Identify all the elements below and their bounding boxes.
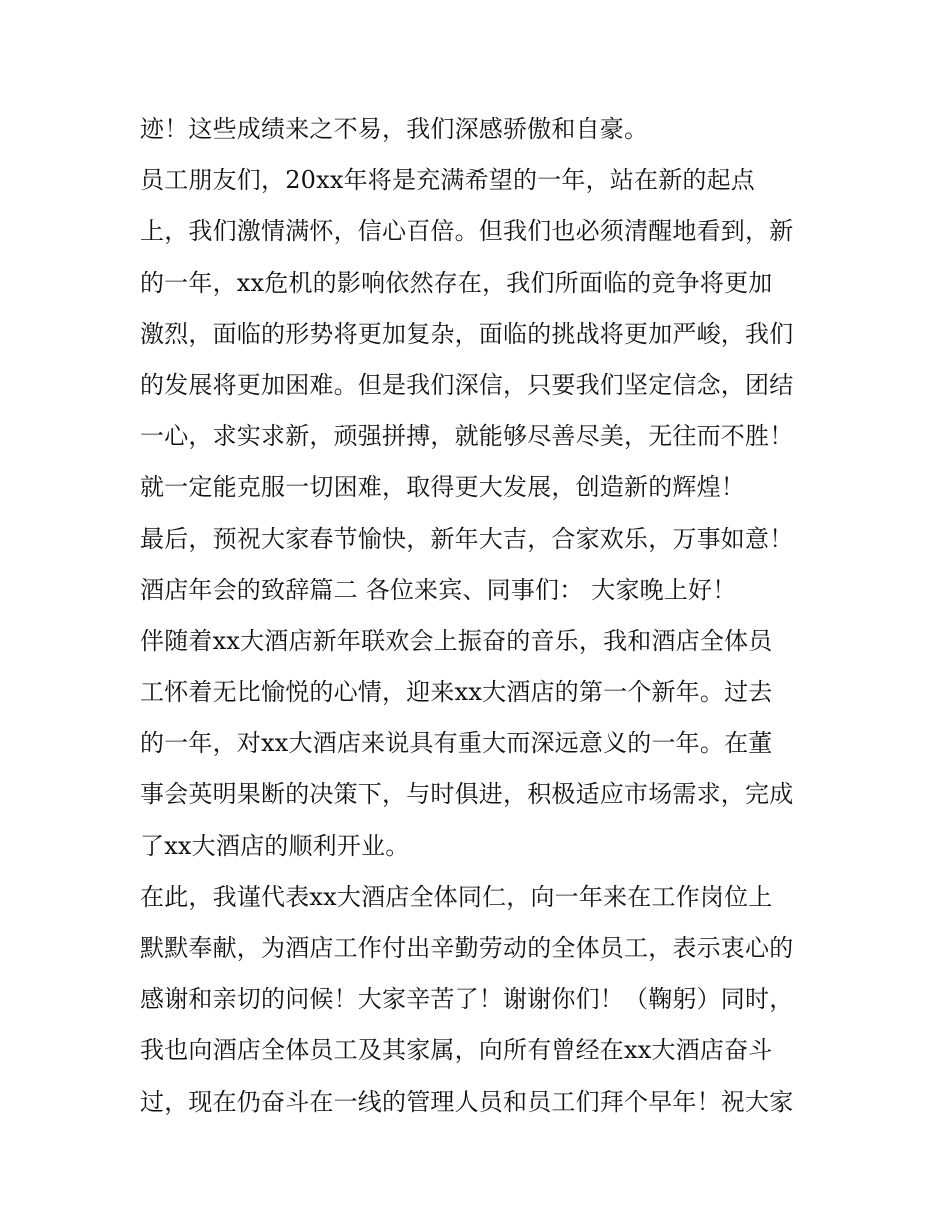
text-line-12: 工怀着无比愉悦的心情，迎来xx大酒店的第一个新年。过去 [140, 678, 773, 707]
text-line-1: 迹！这些成绩来之不易，我们深感骄傲和自豪。 [140, 115, 649, 143]
text-line-17: 默默奉献，为酒店工作付出辛勤劳动的全体员工，表示衷心的 [140, 934, 794, 962]
text-line-9: 最后，预祝大家春节愉快，新年大吉，合家欢乐，万事如意！ [140, 524, 794, 553]
text-line-5: 激烈，面临的形势将更加复杂，面临的挑战将更加严峻，我们 [140, 319, 794, 348]
text-line-19: 我也向酒店全体员工及其家属，向所有曾经在xx大酒店奋斗 [140, 1036, 773, 1065]
text-line-4: 的一年，xx危机的影响依然存在，我们所面临的竞争将更加 [140, 268, 773, 297]
text-line-2: 员工朋友们，20xx年将是充满希望的一年，站在新的起点 [140, 166, 756, 195]
text-line-20: 过，现在仍奋斗在一线的管理人员和员工们拜个早年！祝大家 [140, 1087, 794, 1116]
text-line-10: 酒店年会的致辞篇二 各位来宾、同事们： 大家晚上好！ [140, 575, 737, 604]
text-line-14: 事会英明果断的决策下，与时俱进，积极适应市场需求，完成 [140, 780, 794, 809]
text-line-18: 感谢和亲切的问候！大家辛苦了！谢谢你们！（鞠躬）同时， [140, 985, 794, 1014]
text-line-7: 一心，求实求新，顽强拼搏，就能够尽善尽美，无往而不胜！ [140, 422, 794, 451]
text-line-3: 上，我们激情满怀，信心百倍。但我们也必须清醒地看到，新 [140, 217, 794, 246]
text-line-13: 的一年，对xx大酒店来说具有重大而深远意义的一年。在董 [140, 729, 773, 758]
text-line-11: 伴随着xx大酒店新年联欢会上振奋的音乐，我和酒店全体员 [140, 626, 773, 655]
text-line-16: 在此，我谨代表xx大酒店全体同仁，向一年来在工作岗位上 [140, 882, 773, 911]
text-line-15: 了xx大酒店的顺利开业。 [140, 831, 410, 860]
text-line-8: 就一定能克服一切困难，取得更大发展，创造新的辉煌！ [140, 473, 745, 502]
speech-text-block [140, 104, 820, 1128]
text-line-6: 的发展将更加困难。但是我们深信，只要我们坚定信念，团结 [140, 370, 794, 399]
